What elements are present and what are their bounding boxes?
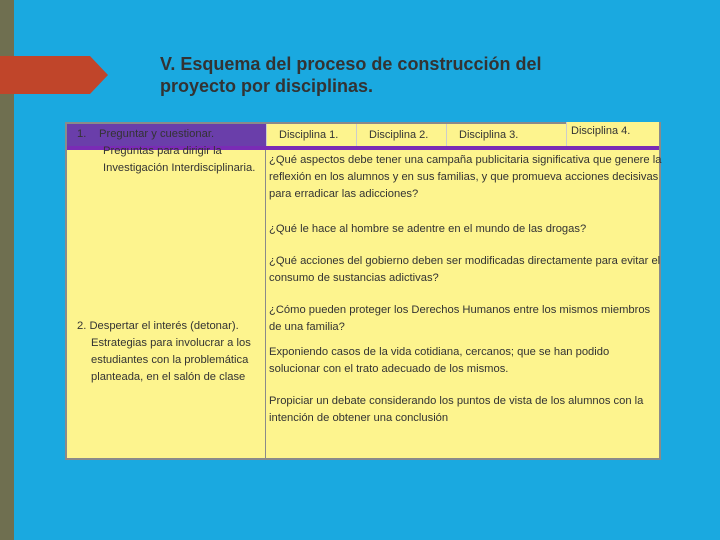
- header-disciplina-1: Disciplina 1.: [266, 124, 356, 146]
- step-1-number: 1.: [77, 128, 87, 140]
- title-line-2: proyecto por disciplinas.: [160, 75, 374, 96]
- step-1-title: Preguntar y cuestionar.: [99, 128, 215, 140]
- question-2: ¿Qué le hace al hombre se adentre en el mundo de las drogas?: [269, 223, 587, 235]
- step-2-cell: [77, 318, 263, 386]
- step-1-cell: [77, 126, 265, 177]
- strategy-2: Propiciar un debate considerando los puntos de vista de los alumnos con la intención de obtener una conclusión: [269, 395, 644, 424]
- process-table: [65, 122, 661, 460]
- header-disciplina-2: Disciplina 2.: [356, 124, 446, 146]
- left-column: [67, 150, 266, 458]
- question-4: ¿Cómo pueden proteger los Derechos Humanos entre los mismos miembros de una familia?: [269, 304, 651, 333]
- step-1-subtitle-2: Investigación Interdisciplinaria.: [103, 162, 256, 174]
- slide-title: [160, 54, 640, 98]
- title-line-1: V. Esquema del proceso de construcción del: [160, 54, 542, 74]
- step-2-description: Estrategias para involucrar a los estudiantes con la problemática planteada, en el salón de clase: [91, 337, 251, 383]
- question-1: ¿Qué aspectos debe tener una campaña publicitaria significativa que genere la reflexión en los alumnos y en sus familias, y que promueva acciones decisivas para erradicar las adicciones?: [269, 154, 662, 200]
- header-disciplina-3: Disciplina 3.: [446, 124, 566, 146]
- title-arrow-icon: [0, 56, 108, 94]
- strategy-1: Exponiendo casos de la vida cotidiana, cercanos; que se han podido solucionar con el trato adecuado de los mismos.: [269, 346, 610, 375]
- step-1-subtitle: Preguntas para dirigir la: [103, 145, 222, 157]
- step-2-title: 2. Despertar el interés (detonar).: [77, 320, 239, 332]
- header-disciplina-4: Disciplina 4.: [566, 122, 659, 146]
- question-3: ¿Qué acciones del gobierno deben ser modificadas directamente para evitar el consumo de sustancias adictivas?: [269, 255, 661, 284]
